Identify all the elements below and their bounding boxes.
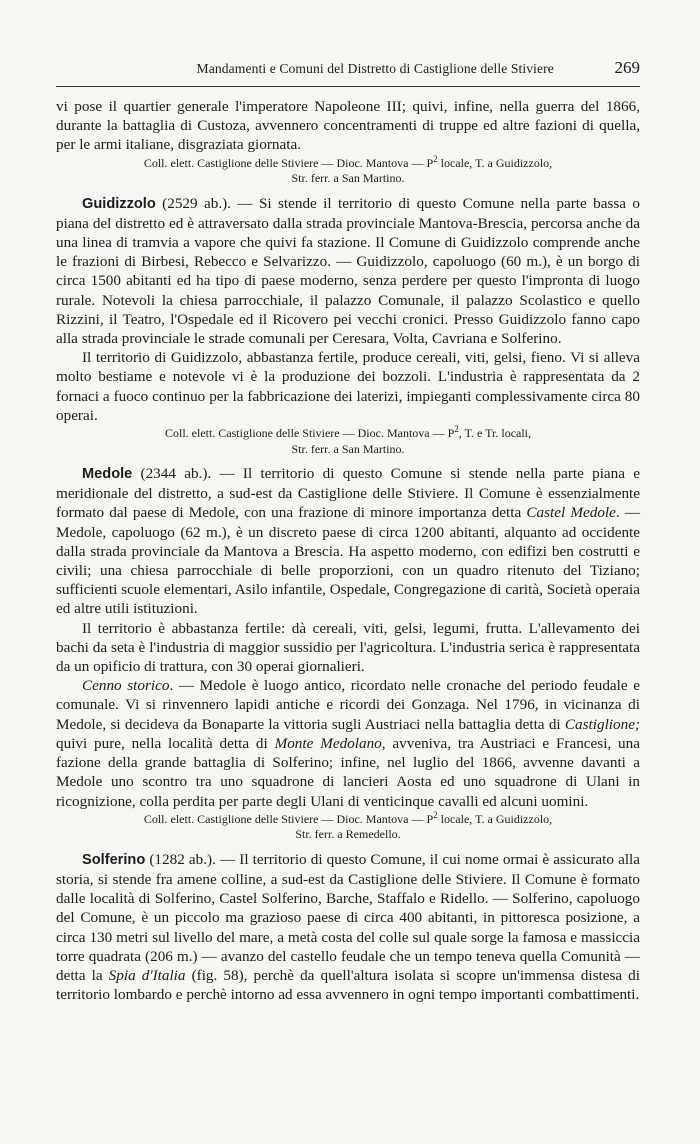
italic-term: Castiglione;	[564, 715, 640, 733]
italic-term: Castel Medole	[526, 504, 616, 522]
paragraph-text: (1282 ab.). — Il territorio di questo Comune, il cui nome ormai è assicurato alla storia, si stende fra amene colline, a sud-est da Castiglione delle Stiviere. Il Comune è formato dalle località di Solferino, Castel Solferino, Barche, Staffalo e Ridello. — Solferino, capoluogo del Comune, è un piccolo ma grazioso paese di circa 400 abitanti, in pittoresca posizione, a circa 130 metri sul livello del mare, a metà costa del colle sul quale sorge la famosa e massiccia torre quadrata (206 m.) — avanzo del castello feudale che un tempo teneva quella Comunità — detta la	[56, 850, 640, 984]
note-text: locale, T. a Guidizzolo,	[437, 155, 553, 170]
note-text: , T. e Tr. locali,	[458, 426, 532, 441]
note-superscript: 2	[454, 424, 459, 435]
paragraph-text: . — Medole, capoluogo (62 m.), è un discreto paese di circa 1200 abitanti, alquanto ad occidente dalla strada provinciale da Mantova a Brescia. Ha aspetto moderno, con edifizi ben costrutti e civili; una chiesa parrocchiale di belle proporzioni, con un quadro ritenuto del Tiziano; sufficienti scuole elementari, Asilo infantile, Ospedale, Congregazione di carità, Società operaia ed altre utili istituzioni.	[56, 504, 641, 618]
note-text: locale, T. a Guidizzolo,	[437, 811, 553, 826]
comune-name: Medole	[82, 466, 133, 483]
running-head	[56, 58, 640, 87]
paragraph-text: (2529 ab.). — Si stende il territorio di questo Comune nella parte bassa o piana del distretto ed è attraversato dalla strada provinciale Mantova-Brescia, percorsa anche da una linea di tramvia a vapore che quivi fa stazione. Il Comune di Guidizzolo comprende anche le frazioni di Birbesi, Rebecco e Selvarizzo. — Guidizzolo, capoluogo (60 m.), è un borgo di circa 1500 abitanti ed ha tipo di paese moderno, senza perdere per questo l'impronta di luogo rurale. Notevoli la chiesa parrocchiale, il palazzo Comunale, il palazzo Scolastico e quello Rizzini, il Teatro, l'Ospedale ed il Ricovero pei vecchi cronici. Presso Guidizzolo fanno capo alla strada provinciale le strade comunali per Ceresara, Volta, Cavriana e Solferino.	[56, 194, 640, 348]
solferino-paragraph-1	[56, 850, 640, 1005]
paragraph-text: . — Medole è luogo antico, ricordato nelle cronache del periodo feudale e comunale. Vi si rinvennero lapidi antiche e ricordi dei Gonzaga. Nel 1796, in vicinanza di Medole, si decideva da Bonaparte la vittoria sugli Austriaci nella battaglia detta di	[56, 677, 640, 733]
note-superscript: 2	[433, 153, 438, 164]
intro-paragraph: vi pose il quartier generale l'imperatore Napoleone III; quivi, infine, nella guerra del 1866, durante la battaglia di Custoza, avvennero concentramenti di truppe ed altre fazioni di quella, per le armi italiane, disgraziata giornata.	[56, 98, 640, 154]
page-number: 269	[614, 58, 640, 77]
medole-paragraph-1	[56, 464, 640, 619]
paragraph-text: quivi pure, nella località detta di	[56, 734, 275, 752]
note-text: Coll. elett. Castiglione delle Stiviere — Dioc. Mantova — P	[164, 426, 455, 441]
section-guidizzolo	[56, 194, 640, 457]
note-text: Coll. elett. Castiglione delle Stiviere — Dioc. Mantova — P	[143, 811, 434, 826]
section-solferino	[56, 850, 640, 1005]
paragraph-text: (fig. 58), perchè da quell'altura isolata si scopre un'immensa distesa di territorio lombardo e perchè intorno ad essa avvennero in ogni tempo importanti combattimenti.	[56, 966, 640, 1004]
note-railway: Str. ferr. a San Martino.	[291, 171, 405, 186]
section-medole	[56, 464, 640, 843]
italic-term: Spia d'Italia	[108, 966, 186, 984]
medole-paragraph-2: Il territorio è abbastanza fertile: dà cereali, viti, gelsi, legumi, frutta. L'allevamento dei bachi da seta è l'industria di maggior sussidio per l'agricoltura. L'industria serica è rappresentata da un opificio di trattura, con 30 operai giornalieri.	[56, 619, 640, 676]
note-superscript: 2	[433, 809, 438, 820]
paragraph-text: (2344 ab.). — Il territorio di questo Comune si stende nella parte piana e meridionale del distretto, a sud-est da Castiglione delle Stiviere. Il Comune è essenzialmente formato dal paese di Medole, con una frazione di minore importanza detta	[56, 465, 640, 522]
guidizzolo-paragraph-1	[56, 194, 640, 349]
comune-name: Solferino	[82, 851, 146, 868]
note-text: Coll. elett. Castiglione delle Stiviere — Dioc. Mantova — P	[143, 155, 434, 170]
intro-electoral-note	[56, 153, 640, 187]
guidizzolo-paragraph-2: Il territorio di Guidizzolo, abbastanza fertile, produce cereali, viti, gelsi, fieno. Vi si alleva molto bestiame e notevole vi è la produzione dei bozzoli. L'industria è rappresentata da 2 fornaci a fuoco continuo per la fabbricazione dei laterizi, impieganti complessivamente circa 80 operai.	[56, 349, 640, 424]
comune-name: Guidizzolo	[82, 195, 156, 212]
running-title: Mandamenti e Comuni del Distretto di Castiglione delle Stiviere	[196, 61, 554, 76]
note-railway: Str. ferr. a Remedello.	[295, 827, 401, 842]
paragraph-text: , avveniva, tra Austriaci e Francesi, una fazione della grande battaglia di Solferino; infine, nel luglio del 1866, avvenne davanti a Medole uno scontro tra uno squadrone di lancieri Aosta ed uno squadrone di Ulani in ricognizione, colla perdita per parte degli Ulani di venticinque cavalli ed alcuni uomini.	[56, 734, 640, 810]
guidizzolo-electoral-note	[56, 426, 640, 457]
italic-term: Monte Medolano	[274, 734, 382, 752]
medole-paragraph-3	[56, 676, 640, 810]
note-railway: Str. ferr. a San Martino.	[291, 441, 405, 456]
italic-heading: Cenno storico	[82, 677, 170, 695]
medole-electoral-note	[56, 809, 640, 843]
